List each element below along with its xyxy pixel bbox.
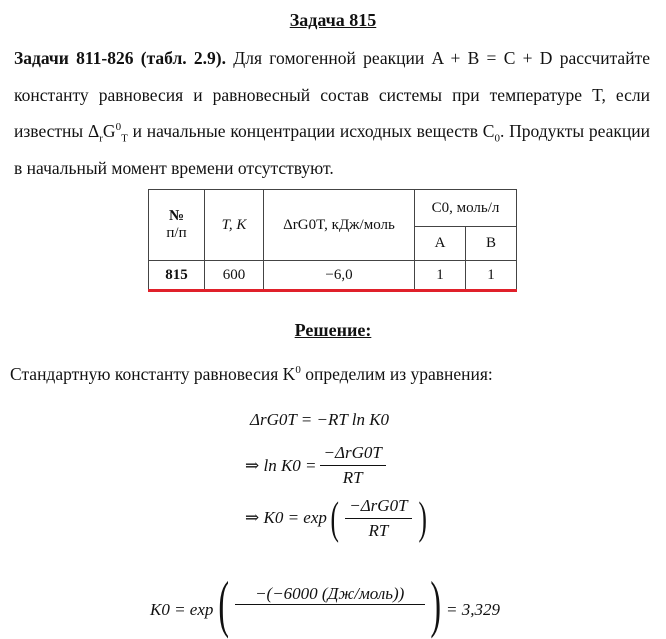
solution-title: Решение:: [294, 320, 372, 340]
equation-2: ⇒ ln K0 = $\frac{\text{−ΔrG0T}}{RT}$: [245, 443, 389, 488]
equation-3: ⇒ K0 = exp ( $\frac{\text{−ΔrG0T}}{RT}$ ): [245, 492, 427, 543]
header-number: № п/п: [149, 190, 205, 261]
header-concentration: C0, моль/л: [415, 190, 517, 227]
problem-statement: Задачи 811-826 (табл. 2.9). Для гомогенной реакции A + B = C + D рассчитайте константу равновесия и равновесный состав системы при температуре T, если известны $\Delta_rG^0_T$ и начальные концентрации исходных веществ $C_0$. Продукты реакции в начальный момент времени отсутствуют.: [14, 48, 651, 178]
cell-temperature: 600: [205, 261, 264, 291]
header-gibbs: ΔrG0T, кДж/моль: [264, 190, 415, 261]
data-table: [148, 189, 517, 292]
header-temperature: T, K: [205, 190, 264, 261]
page-title: Задача 815: [289, 10, 377, 30]
cell-b: 1: [466, 261, 517, 291]
problem-lead: Задачи 811-826 (табл. 2.9).: [14, 48, 227, 68]
cell-gibbs: −6,0: [264, 261, 415, 291]
intro-text: Стандартную константу равновесия $K^0$ определим из уравнения:: [10, 364, 493, 384]
equation-final: K0 = exp ( −(−6000 (Дж/моль)) ) = 3,329: [150, 568, 501, 639]
header-b: B: [466, 227, 517, 261]
header-a: A: [415, 227, 466, 261]
cell-a: 1: [415, 261, 466, 291]
equation-1: ΔrG0T = −RT ln K0: [250, 410, 390, 429]
cell-number: 815: [149, 261, 205, 291]
